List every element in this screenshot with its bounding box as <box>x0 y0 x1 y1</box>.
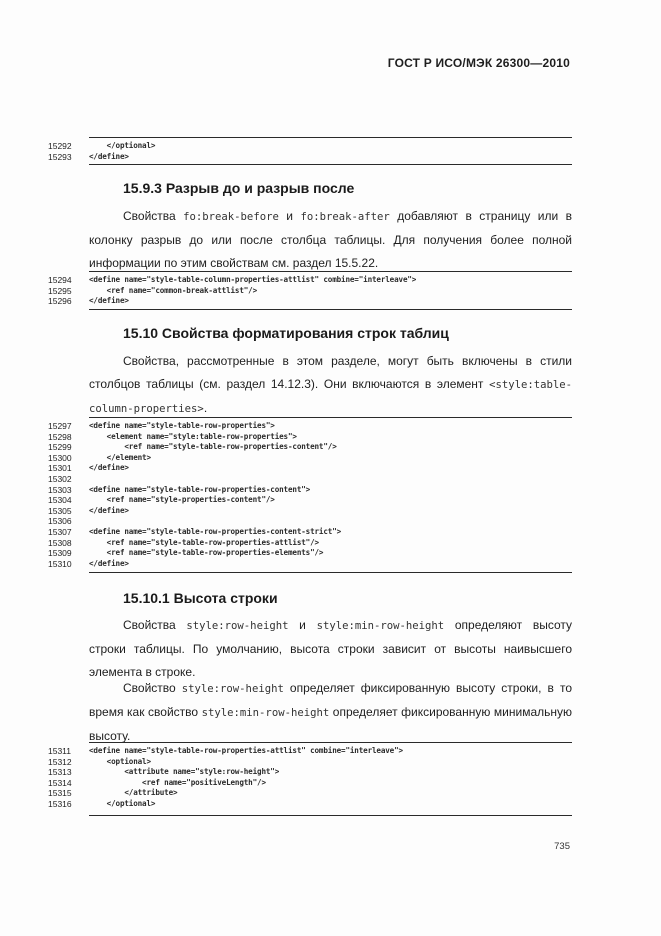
line-number: 15298 <box>48 431 72 442</box>
code-line <box>0 746 661 757</box>
paragraph-break-properties: Свойства fo:break-before и fo:break-after добавляют в страницу или в колонку разрыв до или после столбца таблицы. Для получения более полной информации по этим свойствам см. раздел 15.5.22. <box>89 209 573 270</box>
section-heading-15-10: 15.10 Свойства форматирования строк таблиц <box>123 325 449 341</box>
code-text: </define> <box>89 558 129 568</box>
code-line <box>0 141 661 152</box>
code-text: <define name="style-table-row-properties"> <box>89 421 275 430</box>
line-number: 15309 <box>48 548 72 559</box>
code-rule-top <box>89 137 572 138</box>
code-line <box>0 559 661 570</box>
code-rule-bottom <box>89 164 572 165</box>
code-text: </define> <box>89 463 129 473</box>
code-line <box>0 527 661 538</box>
code-line <box>0 506 661 517</box>
code-line <box>0 516 661 527</box>
code-text: </define> <box>89 296 129 306</box>
code-rule-bottom <box>89 572 572 573</box>
paragraph-row-height-2: Свойство style:row-height определяет фиксированную высоту строки, в то время как свойство style:min-row-height определяет фиксированную минимальную высоту. <box>89 681 573 743</box>
code-text: </optional> <box>89 798 156 808</box>
code-line <box>0 799 661 810</box>
line-number: 15316 <box>48 798 72 809</box>
line-number: 15315 <box>48 788 72 799</box>
line-number: 15305 <box>48 505 72 516</box>
line-number: 15294 <box>48 275 72 285</box>
code-line <box>0 778 661 789</box>
page-number: 735 <box>554 841 570 852</box>
line-number: 15301 <box>48 463 72 474</box>
code-text: <ref name="positiveLength"/> <box>89 777 266 787</box>
code-text: <ref name="common-break-attlist"/> <box>89 285 258 295</box>
line-number: 15313 <box>48 767 72 778</box>
line-number: 15314 <box>48 777 72 788</box>
line-number: 15306 <box>48 516 72 527</box>
line-number: 15303 <box>48 484 72 495</box>
code-line <box>0 286 661 297</box>
code-line <box>0 275 661 286</box>
line-number: 15312 <box>48 756 72 767</box>
code-text: <element name="style:table-row-properties"> <box>89 431 297 441</box>
code-line <box>0 453 661 464</box>
code-rule-top <box>89 742 572 743</box>
line-number: 15299 <box>48 442 72 453</box>
code-rule-bottom <box>89 309 572 310</box>
code-text: <ref name="style-table-row-properties-elements"/> <box>89 548 324 558</box>
code-line <box>0 548 661 559</box>
code-text: <ref name="style-properties-content"/> <box>89 495 275 505</box>
line-number: 15297 <box>48 421 72 431</box>
section-heading-15-9-3: 15.9.3 Разрыв до и разрыв после <box>123 180 355 196</box>
code-line <box>0 463 661 474</box>
code-text: <ref name="style-table-row-properties-attlist"/> <box>89 537 319 547</box>
code-block-2 <box>0 275 661 307</box>
line-number: 15295 <box>48 285 72 296</box>
code-line <box>0 757 661 768</box>
line-number: 15293 <box>48 151 72 162</box>
code-text: <define name="style-table-row-properties-attlist" combine="interleave"> <box>89 746 403 755</box>
code-line <box>0 442 661 453</box>
code-line <box>0 296 661 307</box>
code-text: <define name="style-table-row-properties-content-strict"> <box>89 526 342 536</box>
code-text: </optional> <box>89 141 156 150</box>
code-line <box>0 485 661 496</box>
code-text: <ref name="style-table-row-properties-content"/> <box>89 442 337 452</box>
line-number: 15304 <box>48 495 72 506</box>
code-line <box>0 432 661 443</box>
code-line <box>0 152 661 163</box>
code-line <box>0 421 661 432</box>
code-rule-top <box>89 271 572 272</box>
page-header: ГОСТ Р ИСО/МЭК 26300—2010 <box>387 56 570 70</box>
line-number: 15296 <box>48 296 72 307</box>
code-text: </element> <box>89 452 151 462</box>
code-text: </attribute> <box>89 788 178 798</box>
section-heading-15-10-1: 15.10.1 Высота строки <box>123 590 278 606</box>
code-line <box>0 495 661 506</box>
code-rule-bottom <box>89 815 572 816</box>
code-text: <optional> <box>89 756 151 766</box>
code-line <box>0 474 661 485</box>
line-number: 15292 <box>48 141 72 151</box>
code-text: <attribute name="style:row-height"> <box>89 767 280 777</box>
paragraph-row-properties-intro: Свойства, рассмотренные в этом разделе, могут быть включены в стили столбцов таблицы (см. раздел 14.12.3). Они включаются в элемент <style:table-column-properties>. <box>89 354 572 415</box>
code-text: <define name="style-table-column-properties-attlist" combine="interleave"> <box>89 275 417 284</box>
line-number: 15311 <box>48 746 72 756</box>
code-text: </define> <box>89 505 129 515</box>
code-text: </define> <box>89 151 129 161</box>
code-block-1 <box>0 141 661 162</box>
line-number: 15310 <box>48 558 72 569</box>
code-rule-top <box>89 417 572 418</box>
code-line <box>0 767 661 778</box>
code-line <box>0 538 661 549</box>
line-number: 15300 <box>48 452 72 463</box>
code-text: <define name="style-table-row-properties-content"> <box>89 484 311 494</box>
code-line <box>0 788 661 799</box>
code-block-3 <box>0 421 661 569</box>
paragraph-row-height-1: Свойства style:row-height и style:min-row-height определяют высоту строки таблицы. По умолчанию, высота строки зависит от высоты наивысшего элемента в строке. <box>89 618 573 679</box>
line-number: 15302 <box>48 473 72 484</box>
line-number: 15307 <box>48 526 72 537</box>
code-block-4 <box>0 746 661 810</box>
line-number: 15308 <box>48 537 72 548</box>
